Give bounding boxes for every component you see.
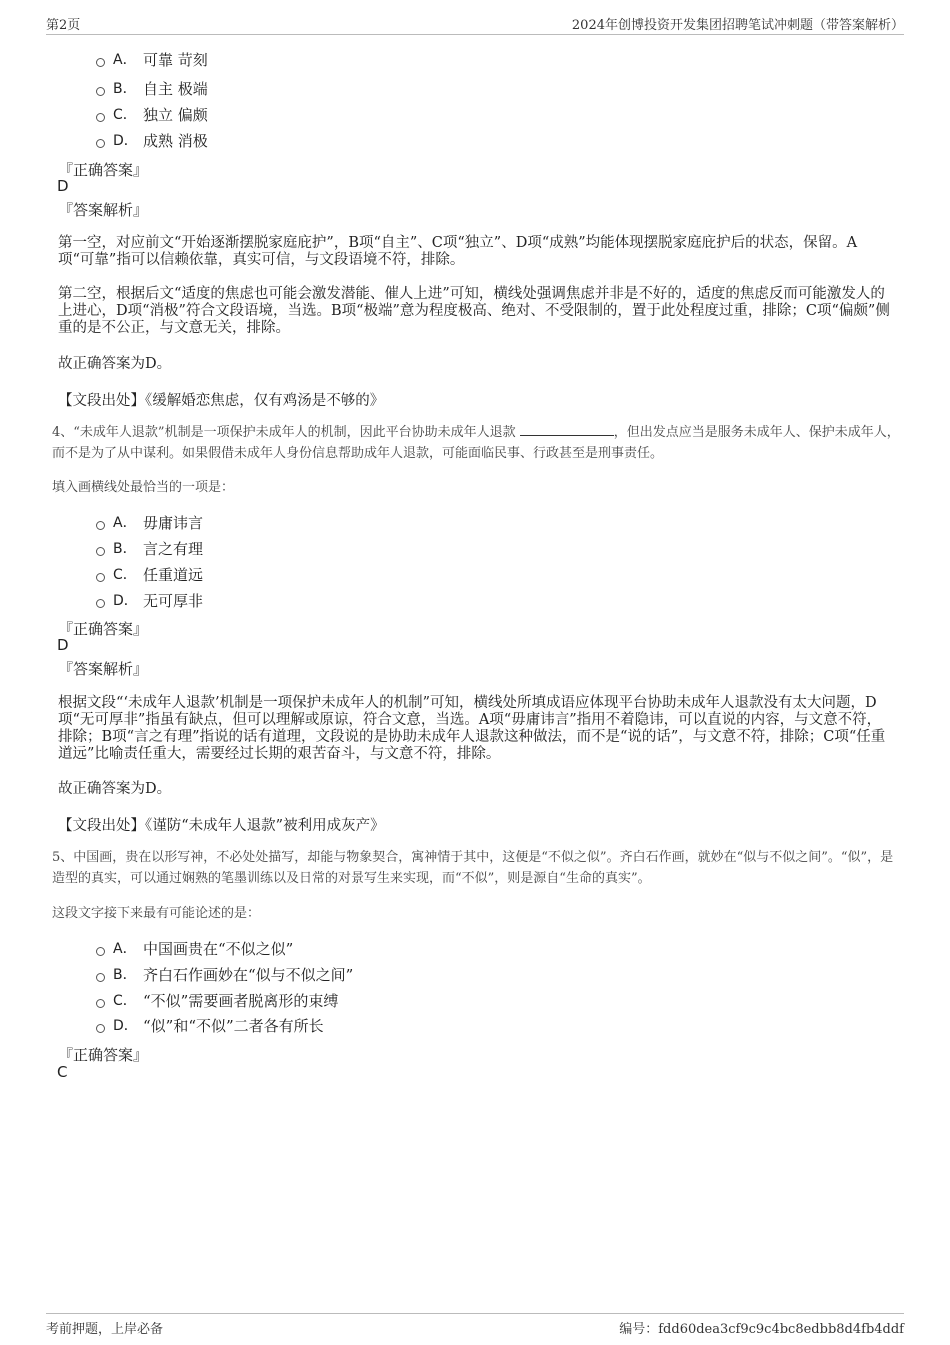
q4-answer-label: 『正确答案』	[58, 620, 149, 638]
radio-icon[interactable]	[96, 1024, 105, 1033]
page-number: 第2页	[46, 18, 81, 33]
q4-answer: D	[57, 636, 69, 654]
q4-option-c[interactable]: C． 任重道远	[96, 563, 203, 585]
fill-blank	[520, 423, 614, 436]
q4-option-a[interactable]: A． 毋庸讳言	[96, 511, 203, 533]
q5-option-a[interactable]: A． 中国画贵在“不似之似”	[96, 937, 293, 959]
q3-conclusion: 故正确答案为D。	[58, 356, 172, 372]
radio-icon[interactable]	[96, 113, 105, 122]
document-title: 2024年创博投资开发集团招聘笔试冲刺题（带答案解析）	[571, 18, 904, 33]
q3-option-b[interactable]: B． 自主 极端	[96, 77, 208, 99]
q4-option-b[interactable]: B． 言之有理	[96, 537, 203, 559]
q4-analysis-paragraph-1: 根据文段“‘未成年人退款’机制是一项保护未成年人的机制”可知，横线处所填成语应体现平台协助未成年人退款没有太大问题，D项“无可厚非”指虽有缺点，但可以理解或原谅，符合文意，当选。A项“毋庸讳言”指用不着隐讳，可以直说的内容，与文意不符，排除；B项“言之有理”指说的话有道理，文段说的是协助未成年人退款这种做法，而不是“说的话”，与文意不符，排除；C项“任重道远”比喻责任重大，需要经过长期的艰苦奋斗，与文意不符，排除。	[58, 695, 886, 762]
radio-icon[interactable]	[96, 999, 105, 1008]
q4-option-d[interactable]: D． 无可厚非	[96, 589, 203, 611]
footer-slogan: 考前押题，上岸必备	[46, 1322, 164, 1337]
radio-icon[interactable]	[96, 573, 105, 582]
q3-answer: D	[57, 177, 69, 195]
q4-prompt: 填入画横线处最恰当的一项是：	[52, 480, 235, 495]
q3-option-d[interactable]: D． 成熟 消极	[96, 129, 208, 151]
radio-icon[interactable]	[96, 521, 105, 530]
page-footer	[46, 1313, 904, 1336]
document-code: 编号：fdd60dea3cf9c9c4bc8edbb8d4fb4ddf	[619, 1322, 904, 1337]
q5-answer: C	[57, 1063, 68, 1081]
q5-option-d[interactable]: D． “似”和“不似”二者各有所长	[96, 1014, 324, 1036]
q5-stem: 5、中国画，贵在以形写神，不必处处描写，却能与物象契合，寓神情于其中，这便是“不似之似”。齐白石作画，就妙在“似与不似之间”。“似”，是造型的真实，可以通过娴熟的笔墨训练以及日常的对景写生来实现，而“不似”，则是源自“生命的真实”。	[52, 850, 894, 886]
q3-analysis-paragraph-1: 第一空，对应前文“开始逐渐摆脱家庭庇护”，B项“自主”、C项“独立”、D项“成熟”均能体现摆脱家庭庇护后的状态，保留。A项“可靠”指可以信赖依靠，真实可信，与文段语境不符，排除。	[58, 235, 858, 268]
radio-icon[interactable]	[96, 87, 105, 96]
radio-icon[interactable]	[96, 947, 105, 956]
q5-option-c[interactable]: C． “不似”需要画者脱离形的束缚	[96, 989, 338, 1011]
q3-source: 【文段出处】《缓解婚恋焦虑，仅有鸡汤是不够的》	[58, 393, 385, 409]
radio-icon[interactable]	[96, 58, 105, 67]
radio-icon[interactable]	[96, 973, 105, 982]
radio-icon[interactable]	[96, 599, 105, 608]
q4-analysis-label: 『答案解析』	[58, 660, 149, 678]
q4-conclusion: 故正确答案为D。	[58, 781, 172, 797]
radio-icon[interactable]	[96, 139, 105, 148]
q3-answer-label: 『正确答案』	[58, 161, 149, 179]
q3-option-c[interactable]: C． 独立 偏颇	[96, 103, 208, 125]
q5-prompt: 这段文字接下来最有可能论述的是：	[52, 906, 261, 921]
q3-analysis-label: 『答案解析』	[58, 201, 149, 219]
page-header	[46, 14, 904, 35]
q5-answer-label: 『正确答案』	[58, 1046, 149, 1064]
q4-source: 【文段出处】《谨防“未成年人退款”被利用成灰产》	[58, 818, 385, 834]
q3-analysis-paragraph-2: 第二空，根据后文“适度的焦虑也可能会激发潜能、催人上进”可知，横线处强调焦虑并非是不好的，适度的焦虑反而可能激发人的上进心，D项“消极”符合文段语境，当选。B项“极端”意为程度极高、绝对、不受限制的，置于此处程度过重，排除；C项“偏颇”侧重的是不公正，与文意无关，排除。	[58, 286, 890, 336]
q3-option-a[interactable]: A． 可靠 苛刻	[96, 48, 208, 70]
q4-stem: 4、“未成年人退款”机制是一项保护未成年人的机制，因此平台协助未成年人退款 ，但出发点应当是服务未成年人、保护未成年人，而不是为了从中谋利。如果假借未成年人身份信息帮助成年人退款，可能面临民事、行政甚至是刑事责任。	[52, 425, 900, 461]
radio-icon[interactable]	[96, 547, 105, 556]
q5-option-b[interactable]: B． 齐白石作画妙在“似与不似之间”	[96, 963, 353, 985]
